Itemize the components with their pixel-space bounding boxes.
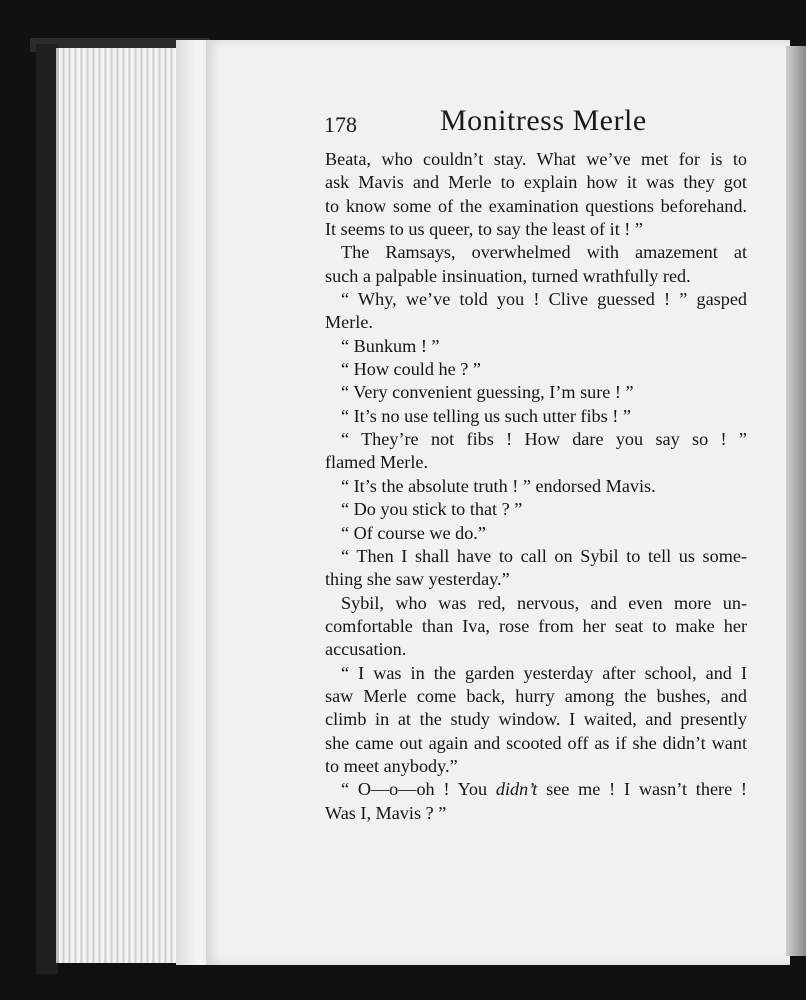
text-line: “ Bunkum ! ” [341, 335, 440, 356]
text-line: Merle. [325, 312, 373, 333]
text-line: “ It’s no use telling us such utter fibs ! ” [341, 405, 631, 426]
text-line-segment: see me ! I wasn’t there ! [537, 779, 747, 800]
text-line: “ It’s the absolute truth ! ” endorsed Mavis. [341, 475, 656, 496]
text-line: accusation. [325, 639, 407, 660]
page-header [324, 104, 744, 144]
text-line: to know some of the examination questions beforehand. [325, 195, 747, 216]
text-line: climb in at the study window. I waited, and presently [325, 709, 747, 730]
text-line: “ Why, we’ve told you ! Clive guessed ! ” gasped [341, 289, 747, 310]
text-line: such a palpable insinuation, turned wrathfully red. [325, 265, 691, 286]
text-line: Was I, Mavis ? ” [325, 802, 447, 823]
italic-word: didn’t [495, 779, 538, 800]
text-line: comfortable than Iva, rose from her seat to make her [325, 615, 747, 636]
text-line: “ Do you stick to that ? ” [341, 499, 523, 520]
right-page-edge [786, 46, 806, 956]
text-line: “ How could he ? ” [341, 359, 481, 380]
book-cover-spine [36, 44, 58, 974]
text-line: The Ramsays, overwhelmed with amazement at [341, 242, 747, 263]
text-line: saw Merle come back, hurry among the bushes, and [325, 685, 747, 706]
running-title: Monitress Merle [440, 104, 647, 137]
text-line: thing she saw yesterday.” [325, 569, 510, 590]
text-line: “ Very convenient guessing, I’m sure ! ” [341, 382, 634, 403]
text-line: flamed Merle. [325, 452, 429, 473]
text-line-segment: “ O—o—oh ! You [341, 779, 496, 800]
text-line: ask Mavis and Merle to explain how it was they got [325, 172, 747, 193]
text-line [325, 778, 747, 801]
text-line: “ They’re not fibs ! How dare you say so ! ” [341, 429, 747, 450]
text-line: It seems to us queer, to say the least of it ! ” [325, 219, 643, 240]
text-line: Beata, who couldn’t stay. What we’ve met for is to [325, 149, 747, 169]
page-edges-stack [56, 48, 181, 963]
body-text [325, 148, 747, 825]
text-line: “ I was in the garden yesterday after school, and I [341, 662, 747, 683]
text-line: “ Then I shall have to call on Sybil to tell us some- [341, 545, 747, 566]
text-line: Sybil, who was red, nervous, and even more un- [341, 592, 747, 613]
text-line: she came out again and scooted off as if she didn’t want [325, 732, 747, 753]
text-line: to meet anybody.” [325, 755, 458, 776]
page-number: 178 [324, 112, 357, 137]
text-line: “ Of course we do.” [341, 522, 486, 543]
